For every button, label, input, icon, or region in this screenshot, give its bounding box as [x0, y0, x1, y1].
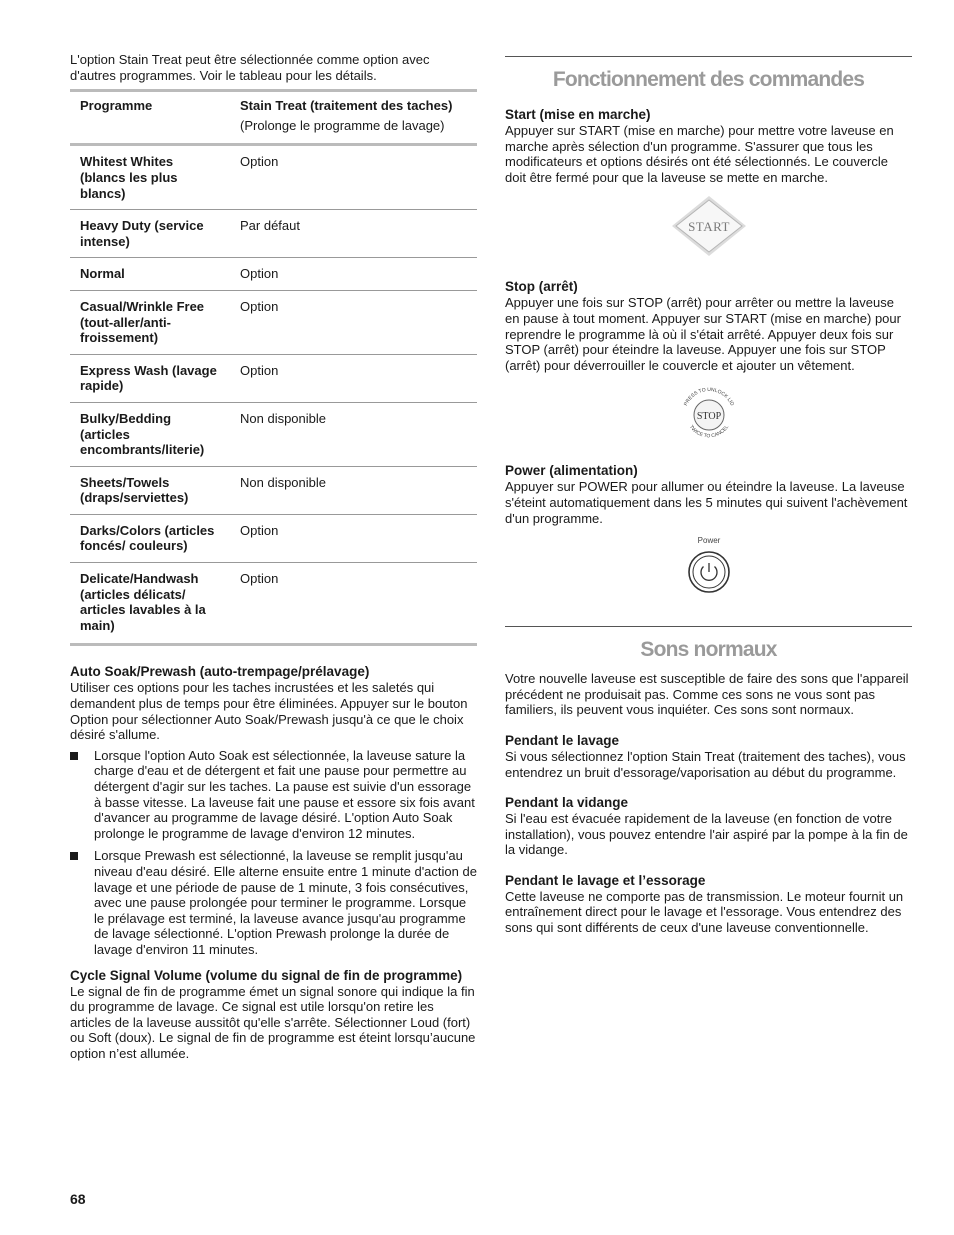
stop-arc-top-label: PRESS TO UNLOCK LID: [682, 387, 735, 408]
table-cell-value: Option: [230, 145, 477, 210]
table-header-programme: Programme: [70, 91, 230, 145]
power-heading: Power (alimentation): [505, 463, 638, 479]
table-cell-value: Option: [230, 514, 477, 562]
stop-heading: Stop (arrêt): [505, 279, 578, 295]
stop-button-icon: [675, 381, 743, 449]
table-cell-program: Bulky/Bedding (articles encombrants/literie): [70, 402, 230, 466]
stop-section: [505, 279, 912, 449]
square-bullet-icon: [70, 852, 78, 860]
table-cell-value: Option: [230, 290, 477, 354]
table-cell-program: Express Wash (lavage rapide): [70, 354, 230, 402]
table-cell-program: Whitest Whites (blancs les plus blancs): [70, 145, 230, 210]
table-cell-program: Sheets/Towels (draps/serviettes): [70, 466, 230, 514]
start-section: [505, 107, 912, 259]
table-header-stain-treat-sub: (Prolonge le programme de lavage): [240, 117, 445, 133]
table-cell-program: Casual/Wrinkle Free (tout-aller/anti-froissement): [70, 290, 230, 354]
auto-soak-heading: Auto Soak/Prewash (auto-trempage/prélavage): [70, 664, 370, 680]
list-item-text: Lorsque l'option Auto Soak est sélectionnée, la laveuse sature la charge d'eau et de détergent et fait une pause pour permettre au détergent d'agir sur les taches. La pause est suivie d'un essorage à basse vitesse. La laveuse fait une pause et essore six fois avant d'avancer au programme de lavage désiré. L'option Auto Soak prolonge le programme de lavage d'environ 12 minutes.: [94, 747, 475, 841]
table-cell-program: Delicate/Handwash (articles délicats/ articles lavables à la main): [70, 563, 230, 645]
sound-body: Cette laveuse ne comporte pas de transmission. Le moteur fournit un entraînement direct pour le lavage et l'essorage. Vous entendrez des sons qui sont différents de ceux d'une laveuse conventionnelle.: [505, 888, 904, 936]
start-button-icon: [671, 195, 747, 257]
table-row: [70, 258, 477, 291]
table-cell-value: Non disponible: [230, 402, 477, 466]
power-body: Appuyer sur POWER pour allumer ou éteindre la laveuse. La laveuse s'éteint automatiquement dans les 5 minutes qui suivent l'achèvement d'un programme.: [505, 479, 908, 526]
sound-body: Si vous sélectionnez l'option Stain Treat (traitement des taches), vous entendrez un bruit d'essorage/vaporisation au début du programme.: [505, 748, 906, 780]
table-header-row: [70, 91, 477, 145]
stop-button-illustration: [505, 381, 912, 449]
stop-body: Appuyer une fois sur STOP (arrêt) pour arrêter ou mettre la laveuse en pause à tout moment. Appuyer sur START (mise en marche) pour reprendre le programme là où il s'était arrêté. Appuyer deux fois sur STOP (arrêt) pour éteindre la laveuse. Appuyer une fois sur STOP (arrêt) pour déverrouiller le couvercle et ajouter un vêtement.: [505, 295, 901, 373]
stain-treat-intro: L'option Stain Treat peut être sélectionnée comme option avec d'autres programmes. Voir le tableau pour les détails.: [70, 52, 430, 83]
section-divider: [505, 626, 912, 627]
sound-heading: Pendant le lavage et l’essorage: [505, 872, 706, 888]
auto-soak-bullets: [70, 748, 477, 958]
cycle-signal-heading: Cycle Signal Volume (volume du signal de fin de programme): [70, 967, 463, 983]
stop-button-label: STOP: [696, 411, 721, 423]
sound-item: [505, 733, 912, 780]
table-row: [70, 145, 477, 210]
auto-soak-body: Utiliser ces options pour les taches incrustées et les saletés qui demandent plus de temps pour être éliminées. Appuyer sur le bouton Option pour sélectionner Auto Soak/Prewash jusqu'à ce que le choix désiré s'allume.: [70, 680, 468, 743]
left-column: [70, 52, 477, 1062]
page-number: 68: [70, 1191, 86, 1207]
table-row: [70, 354, 477, 402]
auto-soak-section: [70, 664, 477, 957]
sound-body: Si l'eau est évacuée rapidement de la laveuse (en fonction de votre installation), vous pouvez entendre l'air aspiré par la pompe à la fin de la vidange.: [505, 811, 908, 858]
stop-arc-bottom-label: TWICE TO CANCEL: [687, 424, 730, 440]
sound-item: [505, 795, 912, 858]
cycle-signal-section: [70, 968, 477, 1062]
table-header-stain-treat-label: Stain Treat (traitement des taches): [240, 98, 453, 114]
sound-heading: Pendant le lavage: [505, 732, 620, 748]
table-cell-value: Option: [230, 563, 477, 645]
power-button-label: Power: [697, 536, 720, 546]
list-item: [70, 848, 477, 957]
table-row: [70, 466, 477, 514]
controls-title: Fonctionnement des commandes: [552, 68, 865, 91]
sounds-title: Sons normaux: [640, 638, 777, 662]
table-row: [70, 563, 477, 645]
start-button-label: START: [687, 219, 730, 235]
list-item-text: Lorsque Prewash est sélectionné, la laveuse se remplit jusqu'au niveau d'eau désiré. Elle alterne ensuite entre 1 minute d'action de lavage et une période de pause de 1 minute, 3 fois consécutives, avec une pause prolongée pour terminer le programme. Lorsque le prélavage est terminé, la laveuse avance jusqu'au programme de lavage sélectionné. L'option Prewash prolonge la durée de lavage d'environ 11 minutes.: [94, 848, 477, 957]
stain-treat-table: [70, 89, 477, 646]
start-body: Appuyer sur START (mise en marche) pour mettre votre laveuse en marche après sélection d'un programme. S'assurer que tous les modificateurs et options désirés ont été sélectionnés. Le couvercle doit être fermé pour que la laveuse se mette en marche.: [505, 123, 894, 185]
table-cell-value: Non disponible: [230, 466, 477, 514]
table-row: [70, 514, 477, 562]
start-button-illustration: [505, 195, 912, 259]
section-divider: [505, 56, 912, 57]
table-cell-program: Normal: [70, 258, 230, 291]
table-row: [70, 402, 477, 466]
table-header-stain-treat: [230, 91, 477, 145]
sound-heading: Pendant la vidange: [505, 795, 629, 811]
table-cell-value: Par défaut: [230, 210, 477, 258]
list-item: [70, 748, 477, 842]
power-button-icon: [684, 534, 734, 596]
right-column: [505, 56, 912, 936]
power-button-illustration: [505, 534, 912, 598]
table-cell-value: Option: [230, 258, 477, 291]
table-cell-value: Option: [230, 354, 477, 402]
start-heading: Start (mise en marche): [505, 107, 651, 122]
square-bullet-icon: [70, 752, 78, 760]
sound-item: [505, 873, 912, 936]
table-cell-program: Heavy Duty (service intense): [70, 210, 230, 258]
table-cell-program: Darks/Colors (articles foncés/ couleurs): [70, 514, 230, 562]
table-row: [70, 290, 477, 354]
power-section: [505, 463, 912, 598]
table-row: [70, 210, 477, 258]
sounds-intro: Votre nouvelle laveuse est susceptible de faire des sons que l'appareil précédent ne produisait pas. Comme ces sons ne vous sont pas familiers, ils peuvent vous inquiéter. Ces sons sont normaux.: [505, 671, 909, 718]
cycle-signal-body: Le signal de fin de programme émet un signal sonore qui indique la fin du programme de lavage. Ce signal est utile lorsqu'on retire les articles de la laveuse aussitôt qu'elle s'arrête. Sélectionner Loud (fort) ou Soft (doux). Le signal de fin de programme est éteint lorsqu’aucune option n’est allumée.: [70, 983, 476, 1061]
